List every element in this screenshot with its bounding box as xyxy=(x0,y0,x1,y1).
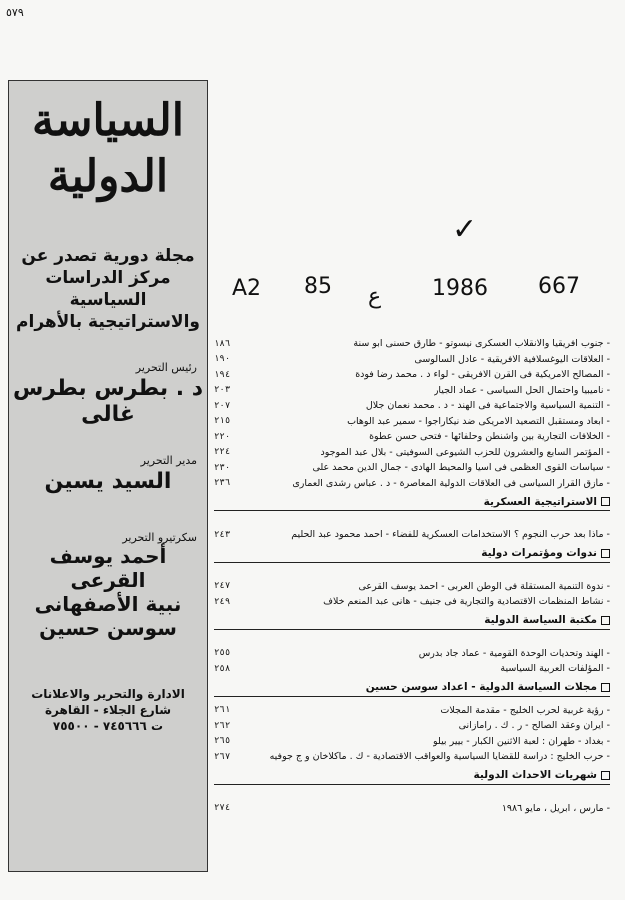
toc-entry xyxy=(214,398,610,414)
toc-entry-page: ٢٢٠ xyxy=(214,431,231,442)
toc-entry-page: ٢٢٤ xyxy=(214,447,231,458)
toc-entry-page: ١٩٠ xyxy=(214,354,231,365)
toc-entry xyxy=(214,661,610,677)
address-line: الادارة والتحرير والاعلانات xyxy=(31,687,185,701)
toc-entry-title: - ناميبيا واحتمال الحل السياسى - عماد الجيار xyxy=(433,384,610,396)
toc-entry xyxy=(214,579,610,595)
toc-entry xyxy=(214,749,610,765)
address-line: شارع الجلاء - القاهرة xyxy=(44,703,172,717)
toc-entry-title: - رؤية غربية لحرب الخليج - مقدمة المجلات xyxy=(440,704,610,716)
toc-entry-page: ٢٦١ xyxy=(214,705,231,716)
toc-entry xyxy=(214,445,610,461)
toc-entry xyxy=(214,352,610,368)
toc-entry-title: - حرب الخليج : دراسة للقضايا السياسية والعواقب الاقتصادية - ك . ماكلاخان و ج جوفيه xyxy=(269,751,610,763)
toc-entry-page: ١٩٤ xyxy=(214,369,231,380)
toc-group-articles xyxy=(214,336,610,491)
toc-entry-title: - المؤلفات العربية السياسية xyxy=(500,663,610,675)
checkbox-square-icon xyxy=(601,616,610,625)
checkbox-square-icon xyxy=(601,497,610,506)
toc-entry-page: ٢٥٨ xyxy=(214,663,231,674)
toc-entry xyxy=(214,527,610,543)
toc-entry-title: - المصالح الامريكية فى القرن الافريقى - لواء د . محمد رضا فودة xyxy=(355,369,610,381)
toc-group-journals xyxy=(214,703,610,765)
managing-editor-name: السيد يسين xyxy=(44,469,172,494)
masthead-title-line2: الدولية xyxy=(47,151,169,202)
toc-entry xyxy=(214,336,610,352)
toc-entry-page: ٢٣٠ xyxy=(214,462,231,473)
masthead-title xyxy=(9,93,207,205)
toc-entry-page: ٢٤٩ xyxy=(214,596,231,607)
handwritten-check-mark: ✓ xyxy=(452,212,478,247)
masthead-sidebar xyxy=(8,80,208,872)
toc-entry-page: ٢٦٥ xyxy=(214,736,231,747)
toc-entry-page: ٢١٥ xyxy=(214,416,231,427)
toc-entry xyxy=(214,414,610,430)
masthead-tagline xyxy=(9,245,207,333)
toc-entry-page: ٢٣٦ xyxy=(214,478,231,489)
table-of-contents xyxy=(214,336,610,816)
toc-entry xyxy=(214,594,610,610)
toc-group-library xyxy=(214,646,610,677)
managing-editor-label: مدير التحرير xyxy=(140,454,197,467)
toc-entry xyxy=(214,703,610,719)
secretaries-label: سكرتيرو التحرير xyxy=(122,531,197,544)
toc-entry-page: ٢٥٥ xyxy=(214,648,231,659)
toc-entry-page: ٢٤٧ xyxy=(214,581,231,592)
toc-entry-title: - نشاط المنظمات الاقتصادية والتجارية فى جنيف - هانى عبد المنعم خلاف xyxy=(323,596,610,608)
handwritten-note-c: ع xyxy=(368,284,382,309)
toc-entry-title: - مأزق القرار السياسى فى العلاقات الدولية المعاصرة - د . عباس رشدى العمارى xyxy=(292,477,610,489)
toc-entry xyxy=(214,429,610,445)
tagline-line: والاستراتيجية بالأهرام xyxy=(16,312,200,332)
checkbox-square-icon xyxy=(601,549,610,558)
toc-entry-title: - مارس ، ابريل ، مايو ١٩٨٦ xyxy=(501,802,610,814)
toc-entry xyxy=(214,460,610,476)
toc-entry xyxy=(214,801,610,817)
toc-entry xyxy=(214,367,610,383)
handwritten-note-b: 85 xyxy=(304,274,332,299)
toc-entry-page: ١٨٦ xyxy=(214,338,231,349)
section-heading-seminars: ندوات ومؤتمرات دولية xyxy=(214,545,610,563)
section-heading-events: شهريات الاحداث الدولية xyxy=(214,767,610,785)
secretary-name: أحمد يوسف القرعى xyxy=(49,544,167,592)
section-heading-library: مكتبة السياسة الدولية xyxy=(214,612,610,630)
toc-entry-title: - سياسات القوى العظمى فى آسيا والمحيط الهادى - جمال الدين محمد على xyxy=(312,462,610,474)
toc-entry-page: ٢٦٧ xyxy=(214,751,231,762)
tagline-line: مجلة دورية تصدر عن xyxy=(21,246,195,266)
toc-group-events xyxy=(214,801,610,817)
handwritten-note-d: 1986 xyxy=(432,276,488,301)
checkbox-square-icon xyxy=(601,771,610,780)
toc-entry-page: ٢٦٢ xyxy=(214,720,231,731)
toc-entry-title: - ماذا بعد حرب النجوم ؟ الاستخدامات العسكرية للفضاء - احمد محمود عبد الحليم xyxy=(291,529,610,541)
toc-entry xyxy=(214,476,610,492)
checkbox-square-icon xyxy=(601,683,610,692)
handwritten-note-a: A2 xyxy=(232,276,262,301)
secretary-name: سوسن حسين xyxy=(39,616,177,640)
section-heading-journals: مجلات السياسة الدولية - اعداد سوسن حسين xyxy=(214,679,610,697)
toc-entry-page: ٢٠٧ xyxy=(214,400,231,411)
toc-entry-page: ٢٧٤ xyxy=(214,803,231,814)
toc-entry-page: ٢٠٣ xyxy=(214,385,231,396)
toc-entry-title: - بغداد - طهران : لعبة الاثنين الكبار - بيير بيلو xyxy=(433,735,610,747)
editor-in-chief-name: د . بطرس بطرس غالى xyxy=(12,376,204,427)
toc-entry-title: - ندوة التنمية المستقلة فى الوطن العربى - احمد يوسف القرعى xyxy=(358,580,610,592)
address-block xyxy=(9,686,207,734)
tagline-line: مركز الدراسات السياسية xyxy=(45,268,171,310)
editor-in-chief-label: رئيس التحرير xyxy=(135,361,197,374)
handwritten-note-e: 667 xyxy=(538,274,580,299)
toc-entry-title: - العلاقات اليوغسلافية الافريقية - عادل السالوسى xyxy=(414,353,610,365)
address-line: ت ٧٤٥٦٦٦ - ٧٥٥٠٠ xyxy=(52,719,164,733)
toc-entry-page: ٢٤٣ xyxy=(214,529,231,540)
page-number: ٥٧٩ xyxy=(6,6,24,19)
toc-entry xyxy=(214,718,610,734)
toc-entry xyxy=(214,734,610,750)
toc-entry xyxy=(214,383,610,399)
secretary-name: نبية الأصفهانى xyxy=(34,592,182,616)
toc-entry-title: - الخلافات التجارية بين واشنطن وحلفائها - فتحى حسن عطوة xyxy=(369,431,610,443)
section-heading-strategic: الاستراتيجية العسكرية xyxy=(214,493,610,511)
toc-entry-title: - الهند وتحديات الوحدة القومية - عماد جاد بدرس xyxy=(418,647,610,659)
toc-group-seminars xyxy=(214,579,610,610)
toc-entry-title: - التنمية السياسية والاجتماعية فى الهند - د . محمد نعمان جلال xyxy=(365,400,610,412)
toc-entry-title: - المؤتمر السابع والعشرون للحزب الشيوعى السوفيتى - بلال عبد الموجود xyxy=(320,446,610,458)
toc-entry xyxy=(214,646,610,662)
toc-entry-title: - جنوب افريقيا والانقلاب العسكرى نيسوتو - طارق حسنى ابو سنة xyxy=(353,338,610,350)
toc-entry-title: - ابعاد ومستقبل التصعيد الامريكى ضد نيكاراجوا - سمير عبد الوهاب xyxy=(347,415,610,427)
masthead-title-line1: السياسة xyxy=(31,95,185,146)
toc-entry-title: - ايران وعقد الصالح - ر . ك . رامازانى xyxy=(458,720,610,732)
toc-group-strategic xyxy=(214,527,610,543)
